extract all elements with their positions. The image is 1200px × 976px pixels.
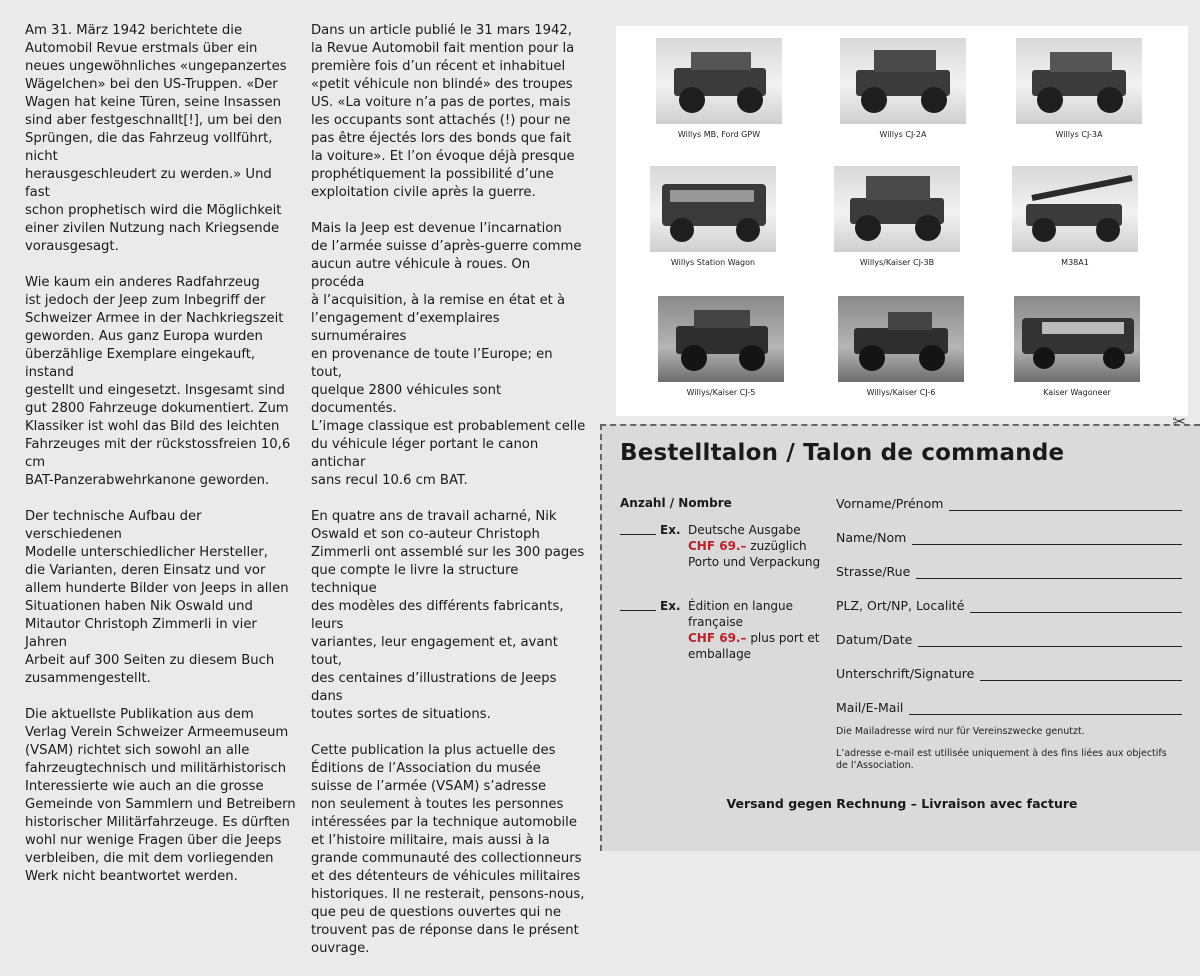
field-email — [836, 700, 1182, 715]
field-signature — [836, 666, 1182, 681]
fr-paragraph: En quatre ans de travail acharné, Nik Oswald et son co-auteur Christoph Zimmerli ont assemblé sur les 300 pages que compte le livre la structure technique des modèles des différents fabricants, leurs variantes, leur engagement et, avant tout, des centaines d’illustrations de Jeeps dans toutes sortes de situations. — [311, 509, 585, 722]
jeep-image — [1016, 38, 1142, 124]
de-paragraph: Am 31. März 1942 berichtete die Automobil Revue erstmals über ein neues ungewöhnliches «ungepanzertes Wägelchen» bei den US-Truppen. «Der Wagen hat keine Türen, seine Insassen sind aber festgeschnallt[!], um bei den Sprüngen, die das Fahrzeug vollführt, nicht herausgeschleudert zu werden.» Und fast schon prophetisch wird die Möglichkeit einer zivilen Nutzung nach Kriegsende vorausgesagt. — [25, 23, 287, 254]
quantity-row-french — [620, 598, 830, 664]
field-first-name — [836, 496, 1182, 511]
field-label: Datum/Date — [836, 632, 913, 647]
scissors-icon: ✂ — [1172, 412, 1186, 431]
jeep-image — [1014, 296, 1140, 382]
fr-paragraph: Dans un article publié le 31 mars 1942, la Revue Automobil fait mention pour la première fois d’un récent et inhabituel «petit véhicule non blindé» des troupes US. «La voiture n’a pas de portes, mais les occupants sont attachés (!) pour ne pas être éjectés lors des bonds que fait la voiture». Et l’on évoque déjà presque prophétiquement la possibilité d’une exploitation civile après la guerre. — [311, 23, 575, 200]
street-input[interactable] — [916, 566, 1182, 579]
field-label: Name/Nom — [836, 530, 907, 545]
de-paragraph: Wie kaum ein anderes Radfahrzeug ist jedoch der Jeep zum Inbegriff der Schweizer Armee in der Nachkriegszeit geworden. Aus ganz Europa wurden überzählige Exemplare eingekauft, instand gestellt und eingesetzt. Insgesamt sind gut 2800 Fahrzeuge dokumentiert. Zum Klassiker ist wohl das Bild des leichten Fahrzeuges mit der rückstossfreien 10,6 cm BAT-Panzerabwehrkanone geworden. — [25, 275, 291, 488]
ex-label: Ex. — [660, 523, 681, 537]
jeep-image — [658, 296, 784, 382]
item-price: CHF 69.– — [688, 539, 747, 553]
photo-caption: M38A1 — [1061, 258, 1089, 267]
jeep-photo — [840, 38, 966, 139]
jeep-image — [834, 166, 960, 252]
jeep-image — [838, 296, 964, 382]
de-paragraph: Der technische Aufbau der verschiedenen Modelle unterschiedlicher Hersteller, die Varianten, deren Einsatz und vor allem hunderte Bilder von Jeeps in allen Situationen haben Nik Oswald und Mitautor Christoph Zimmerli in vier Jahren Arbeit auf 300 Seiten zu diesem Buch zusammengestellt. — [25, 509, 289, 686]
jeep-image — [656, 38, 782, 124]
field-label: PLZ, Ort/NP, Localité — [836, 598, 965, 613]
photo-caption: Willys/Kaiser CJ-5 — [686, 388, 756, 397]
de-paragraph: Die aktuellste Publikation aus dem Verlag Verein Schweizer Armeemuseum (VSAM) richtet sich sowohl an alle fahrzeugtechnisch und militärhistorisch Interessierte wie auch an die grosse Gemeinde von Sammlern und Betreibern historischer Militärfahrzeuge. Es dürften wohl nur wenige Fragen über die Jeeps verbleiben, die mit dem vorliegenden Werk nicht beantwortet werden. — [25, 707, 296, 884]
first-name-input[interactable] — [949, 498, 1182, 511]
quantity-heading: Anzahl / Nombre — [620, 496, 732, 510]
item-description — [688, 598, 838, 662]
item-text: Édition en langue française — [688, 599, 794, 629]
item-text-after: plus port et emballage — [688, 631, 820, 661]
quantity-input-german[interactable] — [620, 534, 656, 535]
photo-caption: Willys/Kaiser CJ-3B — [859, 258, 935, 267]
jeep-photo — [656, 38, 782, 139]
field-label: Unterschrift/Signature — [836, 666, 975, 681]
french-text-column — [311, 22, 586, 976]
german-text-column — [25, 22, 297, 904]
photo-caption: Willys MB, Ford GPW — [677, 130, 761, 139]
item-price: CHF 69.– — [688, 631, 747, 645]
order-form — [600, 412, 1200, 851]
field-postal-city — [836, 598, 1182, 613]
field-last-name — [836, 530, 1182, 545]
signature-input[interactable] — [980, 668, 1182, 681]
item-description — [688, 522, 838, 570]
photo-caption: Willys Station Wagon — [670, 258, 756, 267]
jeep-photo — [658, 296, 784, 397]
jeep-photo-grid — [616, 26, 1188, 416]
photo-caption: Willys CJ-2A — [879, 130, 927, 139]
item-text: Deutsche Ausgabe — [688, 523, 801, 537]
field-label: Vorname/Prénom — [836, 496, 944, 511]
field-street — [836, 564, 1182, 579]
photo-caption: Kaiser Wagoneer — [1043, 388, 1111, 397]
ex-label: Ex. — [660, 599, 681, 613]
email-note-french: L’adresse e-mail est utilisée uniquement à des fins liées aux objectifs de l’Association. — [836, 748, 1167, 771]
photo-caption: Willys CJ-3A — [1055, 130, 1103, 139]
date-input[interactable] — [918, 634, 1182, 647]
postal-city-input[interactable] — [970, 600, 1182, 613]
quantity-input-french[interactable] — [620, 610, 656, 611]
last-name-input[interactable] — [912, 532, 1182, 545]
field-date — [836, 632, 1182, 647]
item-text-after: zuzüglich Porto und Verpackung — [688, 539, 821, 569]
jeep-photo — [1016, 38, 1142, 139]
jeep-photo — [1014, 296, 1140, 397]
email-note-german: Die Mailadresse wird nur für Vereinszwecke genutzt. — [836, 726, 1085, 737]
email-input[interactable] — [909, 702, 1182, 715]
fr-paragraph: Cette publication la plus actuelle des Éditions de l’Association du musée suisse de l’armée (VSAM) s’adresse non seulement à toutes les personnes intéressées par la technique automobile et l’histoire militaire, mais aussi à la grande communauté des collectionneurs et des détenteurs de véhicules militaires historiques. Il ne resterait, pensons-nous, que peu de questions ouvertes qui ne trouvent pas de réponse dans le présent ouvrage. — [311, 743, 585, 956]
photo-caption: Willys/Kaiser CJ-6 — [866, 388, 936, 397]
jeep-image — [650, 166, 776, 252]
form-title: Bestelltalon / Talon de commande — [620, 440, 1065, 466]
jeep-photo — [650, 166, 776, 267]
jeep-photo — [834, 166, 960, 267]
quantity-row-german — [620, 522, 830, 572]
delivery-note: Versand gegen Rechnung – Livraison avec facture — [726, 796, 1078, 811]
jeep-image — [1012, 166, 1138, 252]
fr-paragraph: Mais la Jeep est devenue l’incarnation de l’armée suisse d’après-guerre comme aucun autre véhicule à roues. On procéda à l’acquisition, à la remise en état et à l’engagement d’exemplaires surnuméraires en provenance de toute l’Europe; en tout, quelque 2800 véhicules sont documentés. L’image classique est probablement celle du véhicule léger portant le canon antichar sans recul 10.6 cm BAT. — [311, 221, 586, 488]
jeep-photo — [838, 296, 964, 397]
jeep-image — [840, 38, 966, 124]
field-label: Strasse/Rue — [836, 564, 911, 579]
field-label: Mail/E-Mail — [836, 700, 904, 715]
jeep-photo — [1012, 166, 1138, 267]
